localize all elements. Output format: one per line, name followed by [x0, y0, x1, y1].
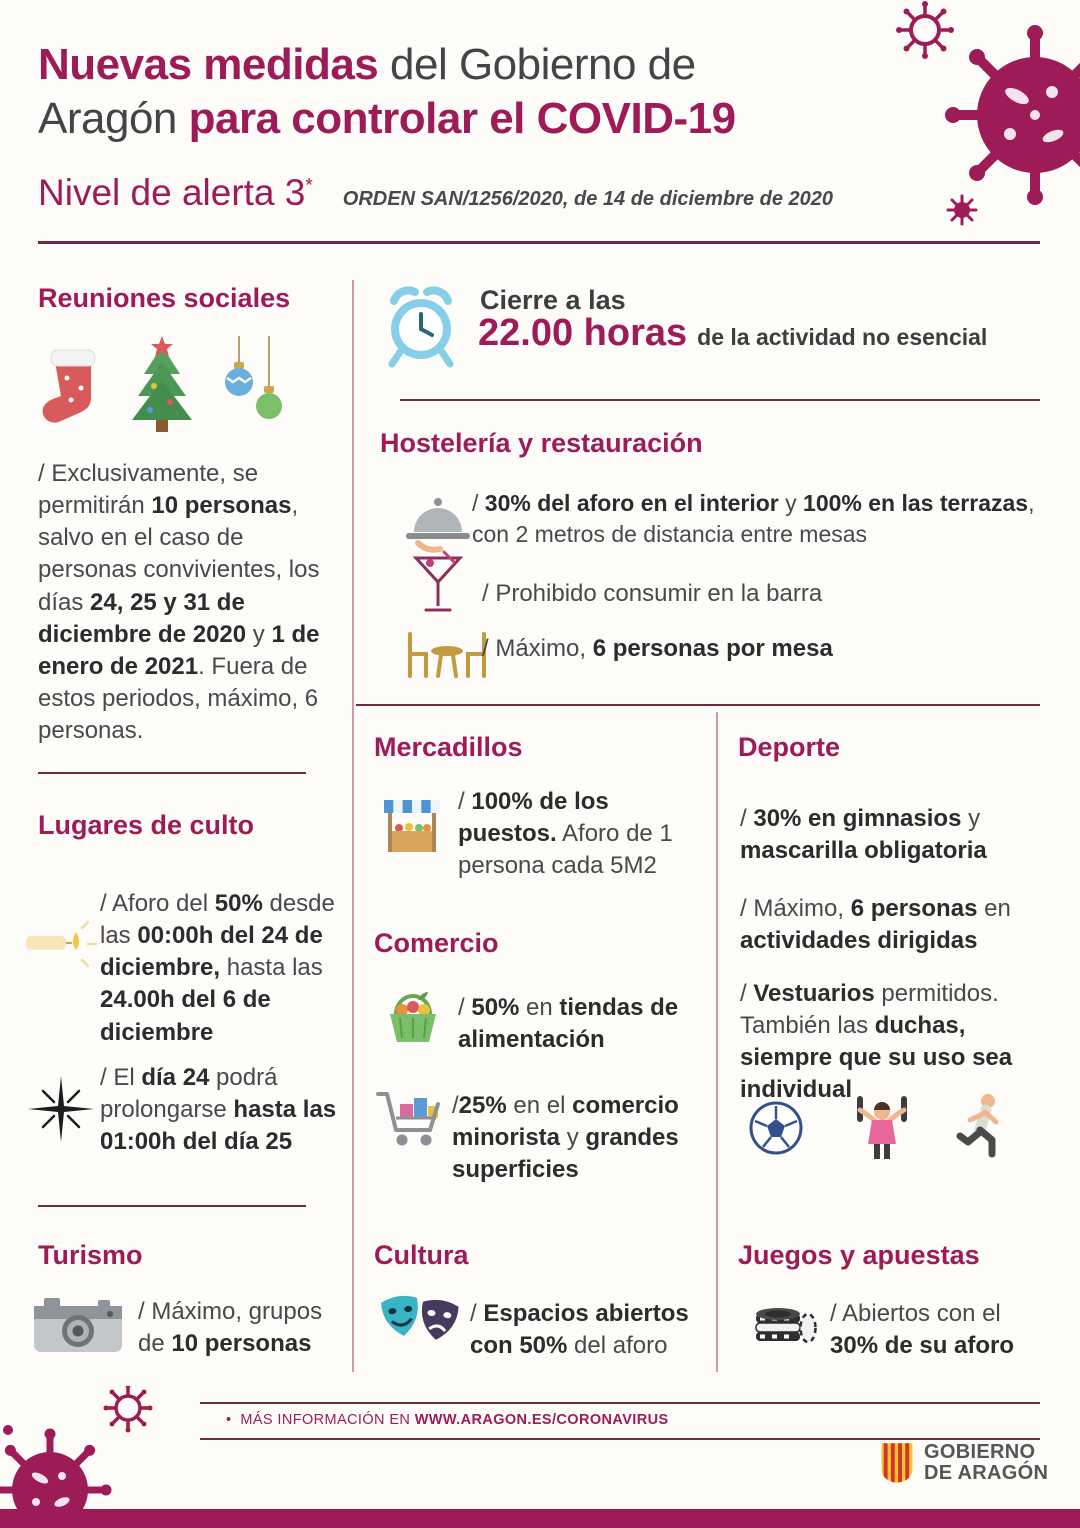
- alert-level-text: Nivel de alerta 3: [38, 172, 306, 213]
- poker-chips-icon: [748, 1294, 818, 1352]
- soccer-ball-icon: [748, 1100, 804, 1156]
- alert-level-row: [38, 172, 938, 214]
- deporte-item-2: / Máximo, 6 personas en actividades dirigidas: [740, 895, 1011, 955]
- aragon-shield-icon: [880, 1442, 914, 1484]
- cultura-body: / Espacios abiertos con 50% del aforo: [470, 1300, 689, 1360]
- deporte-item-1: / 30% en gimnasios y mascarilla obligatoria: [740, 805, 987, 865]
- alert-asterisk: *: [305, 175, 313, 197]
- weightlifter-icon: [850, 1092, 914, 1162]
- section-title-mercadillos: Mercadillos: [374, 732, 523, 762]
- closure-intro: Cierre a las: [480, 285, 626, 315]
- table-chairs-icon: [402, 626, 492, 684]
- title-accent-1: Nuevas medidas: [38, 40, 379, 89]
- closure-detail: de la actividad no esencial: [697, 324, 988, 350]
- camera-icon: [32, 1292, 124, 1356]
- culto-item-2: / El día 24 podrá prolongarse hasta las 01:00h del día 25: [100, 1064, 337, 1156]
- footer-info-url: WWW.ARAGON.ES/CORONAVIRUS: [414, 1412, 669, 1428]
- section-title-culto: Lugares de culto: [38, 810, 255, 840]
- juegos-body: / Abiertos con el 30% de su aforo: [830, 1300, 1015, 1360]
- logo-line-2: DE ARAGÓN: [924, 1462, 1049, 1485]
- divider: [38, 1205, 306, 1207]
- ornaments-icon: [225, 336, 282, 419]
- logo-line-1: GOBIERNO: [924, 1441, 1036, 1463]
- divider: [356, 704, 1040, 706]
- section-title-hosteleria: Hostelería y restauración: [380, 428, 703, 458]
- vertical-divider: [716, 712, 718, 1372]
- hosteleria-item-2: / Prohibido consumir en la barra: [482, 580, 823, 607]
- title-accent-2: para controlar el COVID-19: [188, 93, 736, 143]
- deporte-item-3: / Vestuarios permitidos. También las duchas, siempre que su uso sea individual: [740, 980, 1013, 1104]
- shopping-cart-icon: [376, 1088, 444, 1150]
- stocking-icon: [43, 350, 95, 423]
- alarm-clock-icon: [382, 282, 460, 370]
- comercio-item-2: /25% en el comercio minorista y grandes superficies: [452, 1092, 679, 1184]
- market-stall-icon: [382, 794, 442, 858]
- footer-info: [226, 1412, 669, 1428]
- cloche-icon: [400, 492, 472, 554]
- candle-icon: [24, 920, 104, 968]
- logo-text: [924, 1442, 1048, 1484]
- runner-icon: [952, 1092, 1008, 1162]
- footer-info-prefix: MÁS INFORMACIÓN EN: [240, 1412, 415, 1428]
- closure-time: 22.00 horas: [478, 312, 688, 354]
- title-plain-1: del Gobierno de: [378, 40, 696, 89]
- grocery-basket-icon: [382, 988, 444, 1046]
- vertical-divider: [352, 280, 354, 1372]
- section-title-reuniones: Reuniones sociales: [38, 283, 291, 313]
- closure-line: [478, 312, 987, 355]
- comercio-item-1: / 50% en tiendas de alimentación: [458, 994, 679, 1054]
- divider: [38, 772, 306, 774]
- order-reference: ORDEN SAN/1256/2020, de 14 de diciembre de 2020: [342, 188, 834, 210]
- alert-level: [38, 172, 313, 214]
- section-title-juegos: Juegos y apuestas: [738, 1240, 980, 1270]
- title-plain-2: Aragón: [38, 93, 189, 143]
- christmas-tree-icon: [132, 336, 192, 432]
- virus-icon: [0, 1386, 190, 1528]
- star-icon: [28, 1076, 94, 1142]
- hosteleria-item-1: / 30% del aforo en el interior y 100% en las terrazas, con 2 metros de distancia entre mesas: [472, 490, 1035, 547]
- cocktail-icon: [412, 550, 464, 618]
- culto-item-1: / Aforo del 50% desde las 00:00h del 24 de diciembre, hasta las 24.00h del 6 de diciembre: [100, 890, 335, 1046]
- mercadillos-body: / 100% de los puestos. Aforo de 1 persona cada 5M2: [458, 788, 673, 880]
- hosteleria-item-3: / Máximo, 6 personas por mesa: [482, 635, 833, 662]
- footer-bullet: •: [226, 1412, 232, 1428]
- reuniones-body: / Exclusivamente, se permitirán 10 personas, salvo en el caso de personas convivientes, los días 24, 25 y 31 de diciembre de 2020 y 1 de enero de 2021. Fuera de estos periodos, máximo, 6 personas.: [38, 460, 320, 745]
- section-title-cultura: Cultura: [374, 1240, 469, 1270]
- bottom-accent-bar: [0, 1509, 1080, 1528]
- section-title-turismo: Turismo: [38, 1240, 143, 1270]
- footer-divider-bottom: [200, 1438, 1040, 1440]
- footer-divider-top: [200, 1402, 1040, 1404]
- virus-icon: [850, 0, 1080, 258]
- christmas-icons: [36, 336, 286, 441]
- theater-masks-icon: [378, 1292, 462, 1354]
- gobierno-aragon-logo: [880, 1442, 1048, 1484]
- turismo-body: / Máximo, grupos de 10 personas: [138, 1298, 323, 1358]
- divider: [400, 399, 1040, 401]
- section-title-deporte: Deporte: [738, 732, 841, 762]
- page-title: [38, 38, 858, 145]
- section-title-comercio: Comercio: [374, 928, 499, 958]
